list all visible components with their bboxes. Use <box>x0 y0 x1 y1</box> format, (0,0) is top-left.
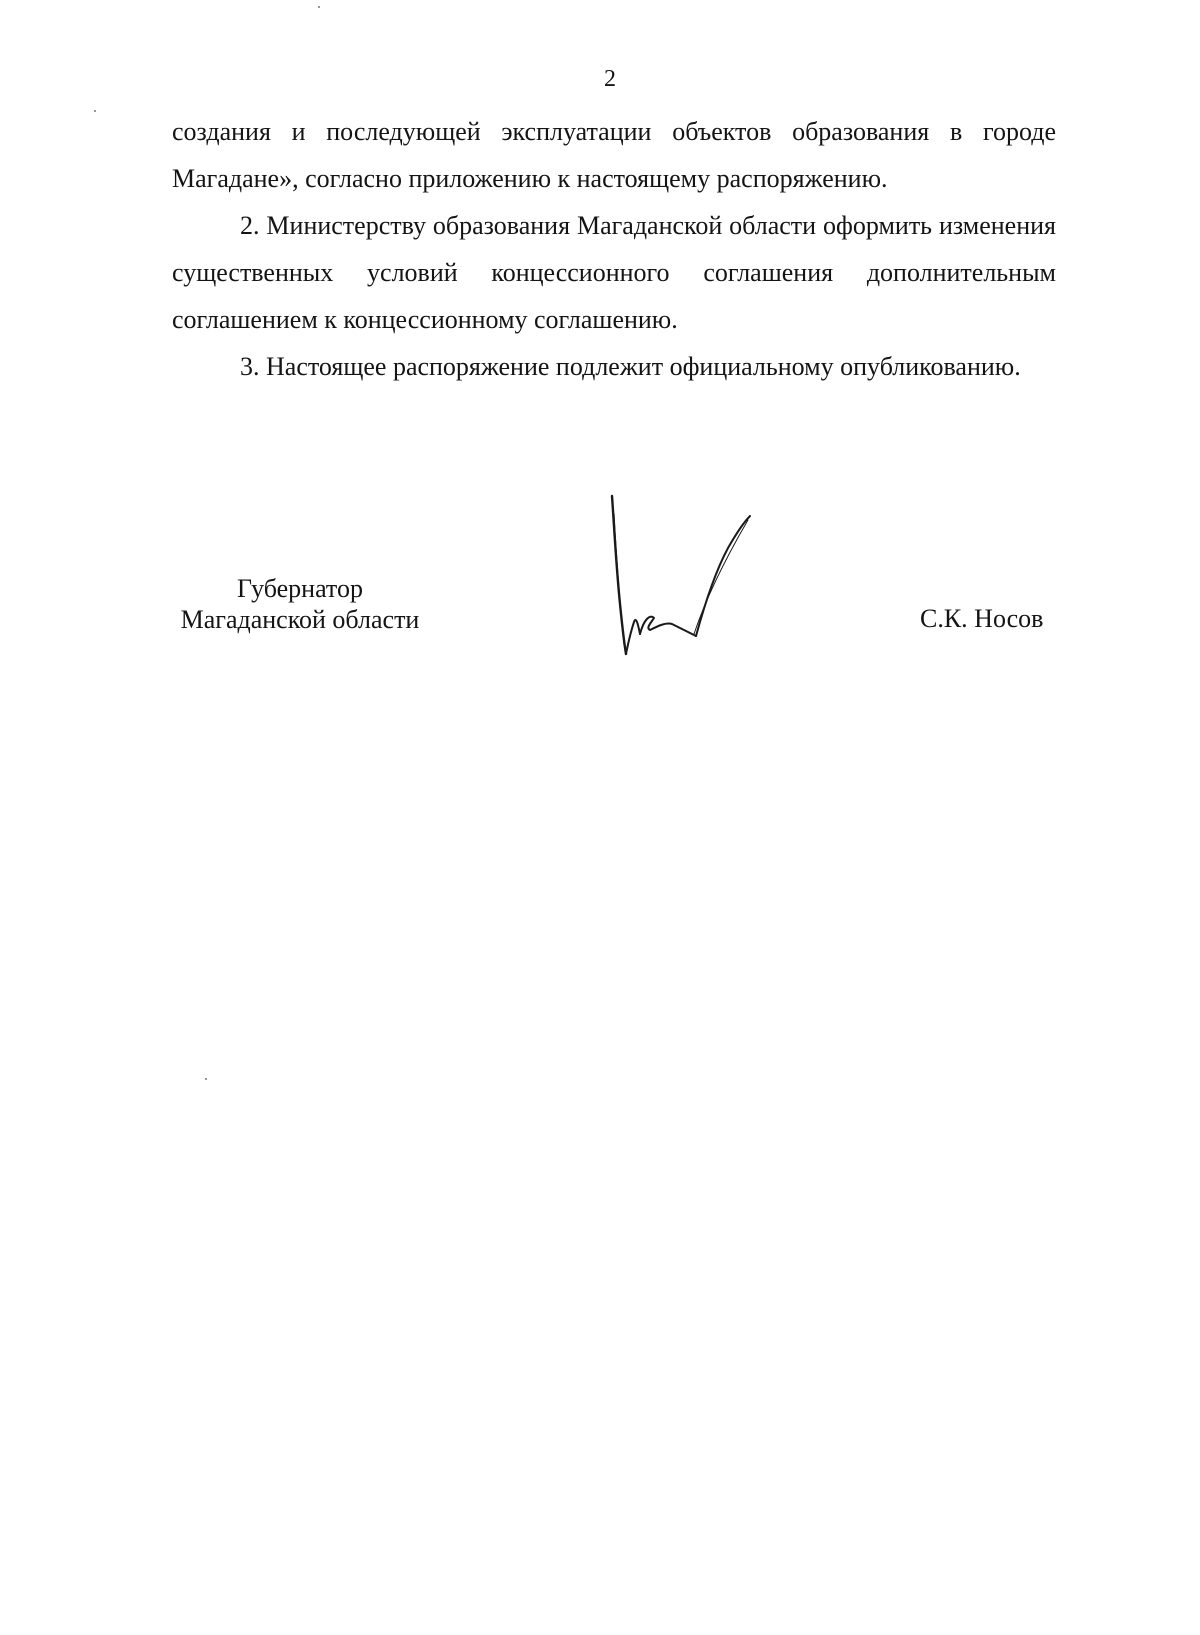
paragraph-continuation: создания и последующей эксплуатации объектов образования в городе Магадане», согласно приложению к настоящему распоряжению. <box>172 117 1056 193</box>
paragraph-item-2: 2. Министерству образования Магаданской области оформить изменения существенных условий концессионного соглашения дополнительным соглашением к концессионному соглашению. <box>172 211 1056 334</box>
paragraph-item-3: 3. Настоящее распоряжение подлежит официальному опубликованию. <box>240 352 1021 381</box>
page-number: 2 <box>604 66 616 92</box>
scan-speck <box>94 110 96 112</box>
signatory-title-line-2: Магаданской области <box>180 605 420 634</box>
signatory-name: С.К. Носов <box>920 604 1044 633</box>
signatory-title-line-1: Губернатор <box>237 574 363 603</box>
scan-speck <box>205 1078 207 1080</box>
signatory-title <box>160 573 440 635</box>
scan-speck <box>318 6 320 8</box>
document-body <box>172 108 1056 390</box>
handwritten-signature <box>610 494 780 674</box>
